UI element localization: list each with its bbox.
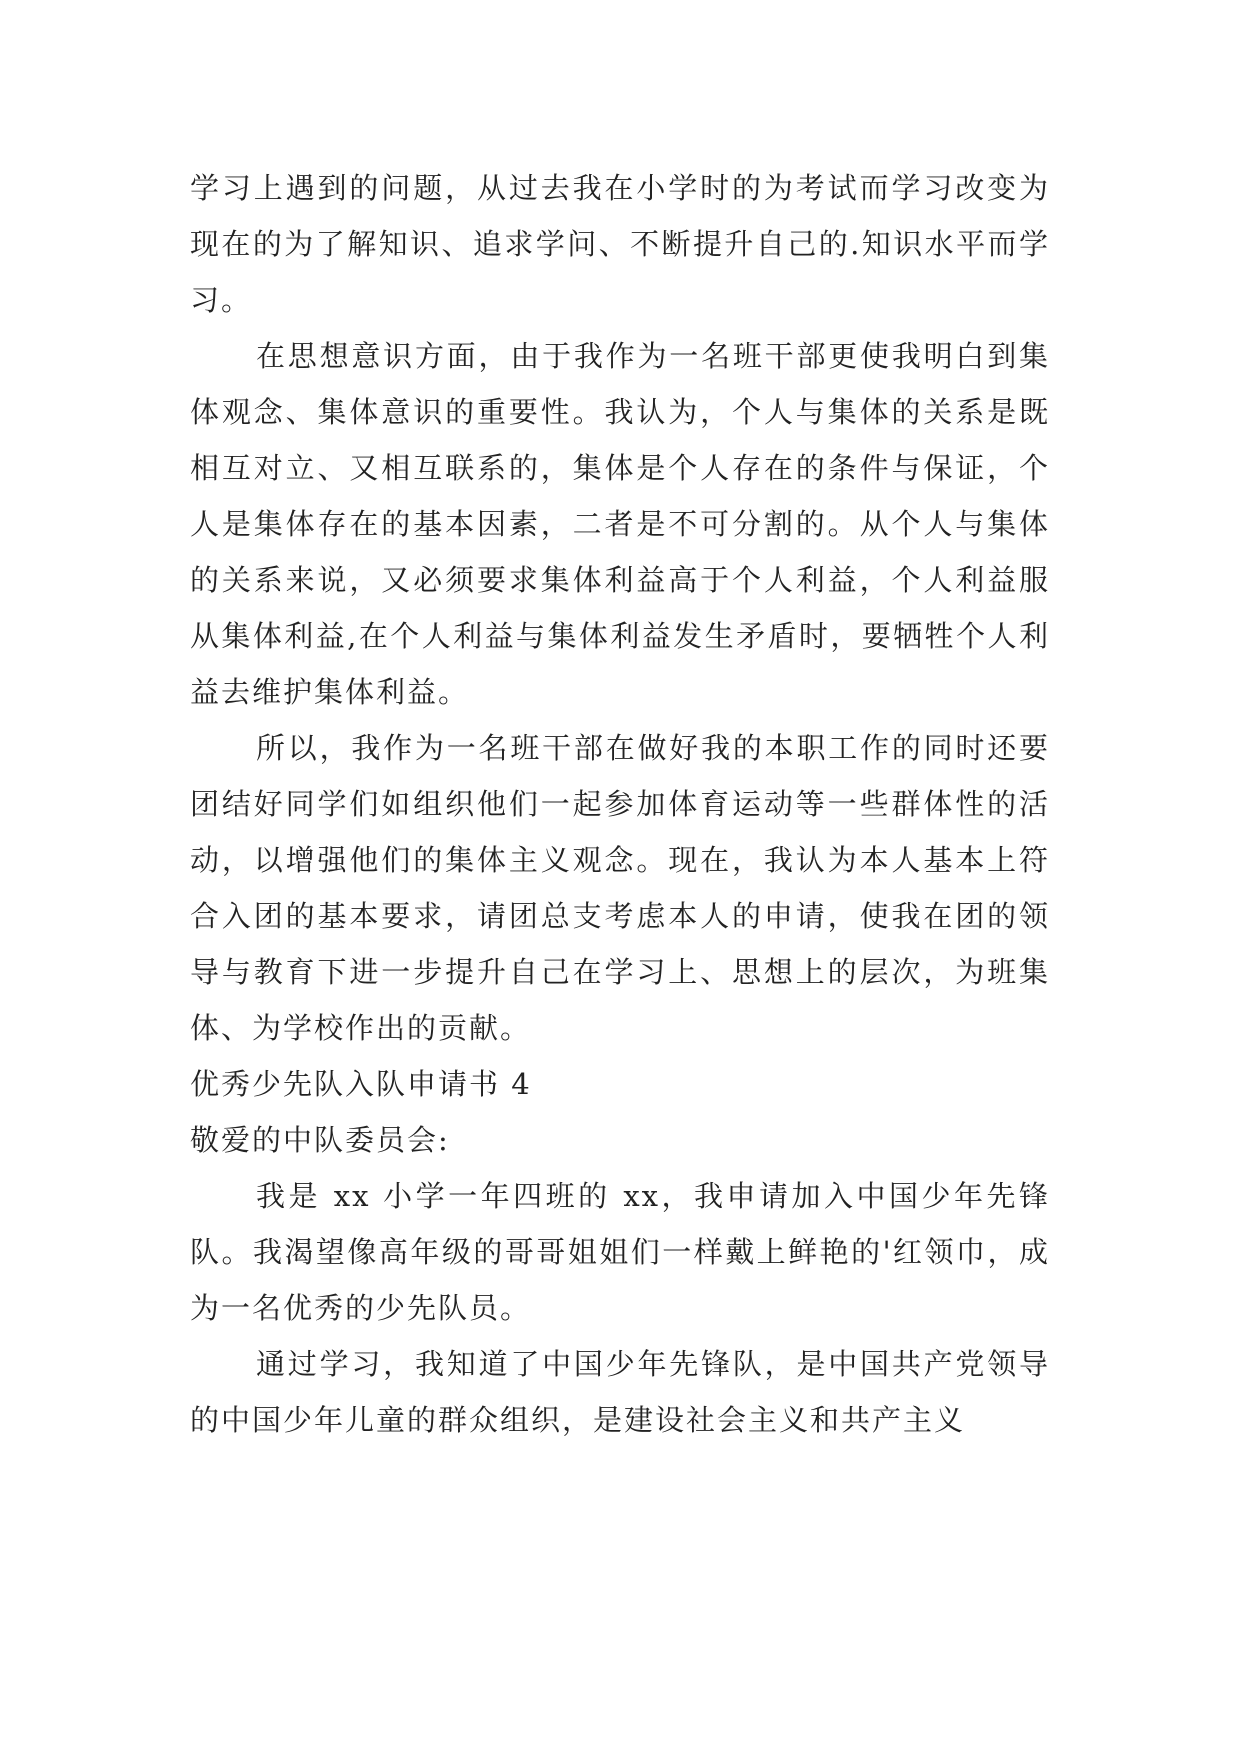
section-title: 优秀少先队入队申请书 4 bbox=[190, 1067, 532, 1101]
document-body bbox=[190, 160, 1050, 1448]
paragraph-conclusion: 所以，我作为一名班干部在做好我的本职工作的同时还要团结好同学们如组织他们一起参加体育运动等一些群体性的活动，以增强他们的集体主义观念。现在，我认为本人基本上符合入团的基本要求，请团总支考虑本人的申请，使我在团的领导与教育下进一步提升自己在学习上、思想上的层次，为班集体、为学校作出的贡献。 bbox=[190, 731, 1050, 1045]
paragraph-learning: 通过学习，我知道了中国少年先锋队，是中国共产党领导的中国少年儿童的群众组织，是建设社会主义和共产主义 bbox=[190, 1347, 1050, 1437]
salutation: 敬爱的中队委员会: bbox=[190, 1123, 450, 1157]
paragraph-continued: 学习上遇到的问题，从过去我在小学时的为考试而学习改变为现在的为了解知识、追求学问、不断提升自己的.知识水平而学习。 bbox=[190, 171, 1050, 317]
paragraph-introduction: 我是 xx 小学一年四班的 xx，我申请加入中国少年先锋队。我渴望像高年级的哥哥姐姐们一样戴上鲜艳的'红领巾，成为一名优秀的少先队员。 bbox=[190, 1179, 1050, 1325]
paragraph-ideology: 在思想意识方面，由于我作为一名班干部更使我明白到集体观念、集体意识的重要性。我认为，个人与集体的关系是既相互对立、又相互联系的，集体是个人存在的条件与保证，个人是集体存在的基本因素，二者是不可分割的。从个人与集体的关系来说，又必须要求集体利益高于个人利益，个人利益服从集体利益,在个人利益与集体利益发生矛盾时，要牺牲个人利益去维护集体利益。 bbox=[190, 339, 1050, 709]
